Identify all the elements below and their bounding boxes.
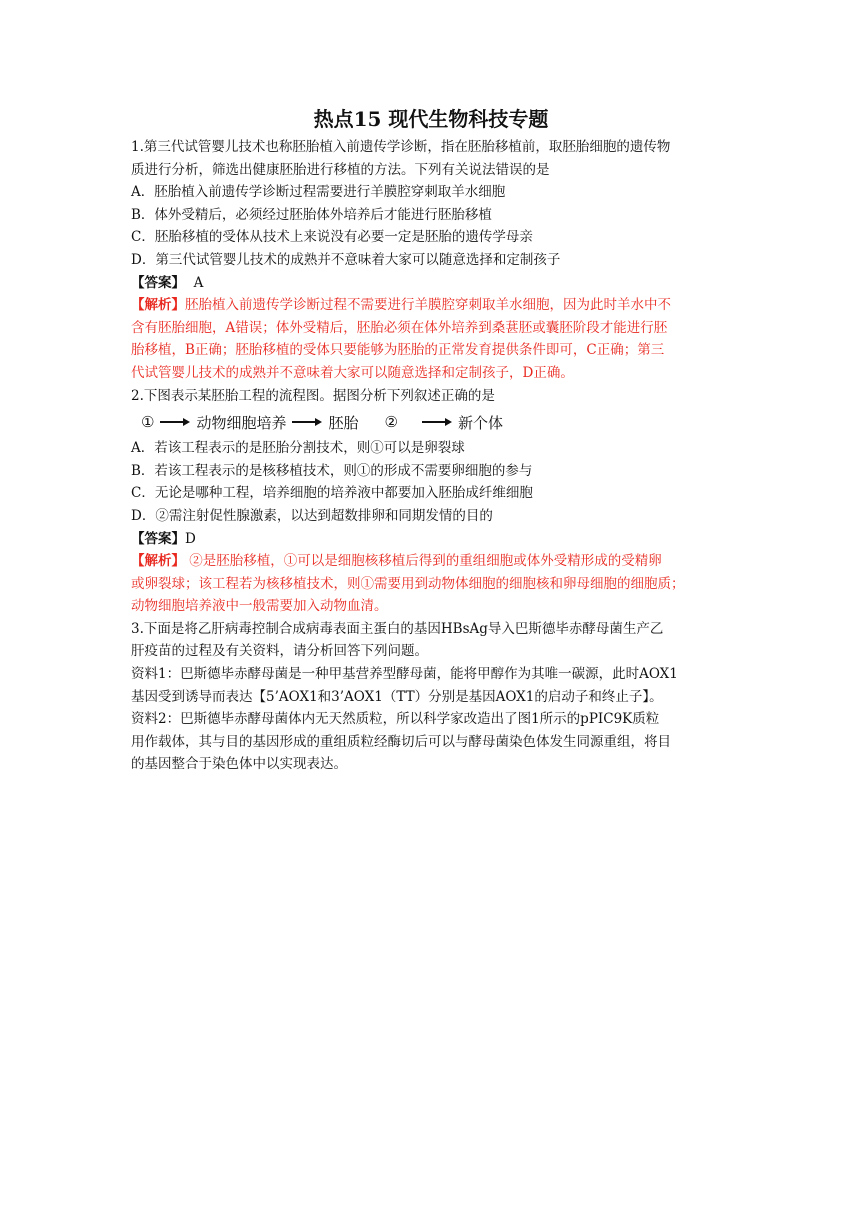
- question-2: [131, 385, 731, 618]
- q2-option-d: D．②需注射促性腺激素，以达到超数排卵和同期发情的目的: [131, 507, 493, 524]
- q3-material-1-line-2: 基因受到诱导而表达【5’AOX1和3’AOX1（TT）分别是基因AOX1的启动子和终止子】。: [131, 688, 663, 705]
- analysis-label: 【解析】: [131, 297, 185, 314]
- document-page: [131, 104, 731, 776]
- analysis-label: 【解析】: [131, 553, 185, 570]
- q1-stem-line-1: 1.第三代试管婴儿技术也称胚胎植入前遗传学诊断，指在胚胎移植前，取胚胎细胞的遗传物: [131, 139, 671, 155]
- answer-value: A: [185, 274, 204, 291]
- q1-option-a: A．胚胎植入前遗传学诊断过程需要进行羊膜腔穿刺取羊水细胞: [131, 184, 506, 201]
- arrow-icon: [292, 418, 322, 426]
- q3-material-2-line-1: 资料2：巴斯德毕赤酵母菌体内无天然质粒，所以科学家改造出了图1所示的pPIC9K质粒: [131, 711, 660, 728]
- q1-stem-line-2: 质进行分析，筛选出健康胚胎进行移植的方法。下列有关说法错误的是: [131, 161, 550, 178]
- arrow-icon: [160, 418, 190, 426]
- q3-stem-line-1: 3.下面是将乙肝病毒控制合成病毒表面主蛋白的基因HBsAg导入巴斯德毕赤酵母菌生产乙: [131, 620, 664, 637]
- q1-option-d: D．第三代试管婴儿技术的成熟并不意味着大家可以随意选择和定制孩子: [131, 251, 561, 268]
- flow-node-1: ①: [141, 413, 155, 432]
- flow-node-5: 新个体: [457, 413, 503, 432]
- q3-material-2-line-3: 的基因整合于染色体中以实现表达。: [131, 756, 347, 773]
- q2-analysis-line-2: 或卵裂球；该工程若为核移植技术，则①需要用到动物体细胞的细胞核和卵母细胞的细胞质；: [131, 575, 685, 592]
- q1-option-b: B．体外受精后，必须经过胚胎体外培养后才能进行胚胎移植: [131, 206, 492, 223]
- q2-answer: [131, 528, 731, 551]
- q1-analysis-line-3: 胎移植，B正确；胚胎移植的受体只要能够为胚胎的正常发育提供条件即可，C正确；第三: [131, 342, 665, 359]
- q2-option-a: A．若该工程表示的是胚胎分割技术，则①可以是卵裂球: [131, 440, 465, 457]
- question-1: [131, 136, 731, 385]
- q2-option-b: B．若该工程表示的是核移植技术，则①的形成不需要卵细胞的参与: [131, 462, 533, 479]
- q3-stem-line-2: 肝疫苗的过程及有关资料，请分析回答下列问题。: [131, 643, 428, 660]
- q1-analysis-line-1: [131, 294, 731, 317]
- analysis-text: 胚胎植入前遗传学诊断过程不需要进行羊膜腔穿刺取羊水细胞，因为此时羊水中不: [185, 297, 671, 314]
- arrow-icon: [422, 418, 452, 426]
- q2-option-c: C．无论是哪种工程，培养细胞的培养液中都要加入胚胎成纤维细胞: [131, 485, 533, 502]
- q2-analysis-line-3: 动物细胞培养液中一般需要加入动物血清。: [131, 598, 388, 615]
- flow-diagram: [137, 407, 731, 437]
- question-3: [131, 618, 731, 776]
- q2-stem: 2.下图表示某胚胎工程的流程图。据图分析下列叙述正确的是: [131, 387, 495, 404]
- analysis-text: ②是胚胎移植，①可以是细胞核移植后得到的重组细胞或体外受精形成的受精卵: [185, 553, 662, 570]
- q1-analysis-line-2: 含有胚胎细胞，A错误；体外受精后，胚胎必须在体外培养到桑葚胚或囊胚阶段才能进行胚: [131, 319, 668, 336]
- q3-material-2-line-2: 用作载体，其与目的基因形成的重组质粒经酶切后可以与酵母菌染色体发生同源重组，将目: [131, 733, 671, 750]
- q2-analysis-line-1: [131, 550, 731, 573]
- q1-analysis-line-4: 代试管婴儿技术的成熟并不意味着大家可以随意选择和定制孩子，D正确。: [131, 364, 574, 381]
- answer-value: D: [185, 530, 196, 547]
- flow-node-3: 胚胎: [328, 413, 359, 432]
- answer-label: 【答案】: [131, 530, 185, 547]
- q1-answer: [131, 272, 731, 295]
- flow-node-4: ②: [384, 413, 398, 432]
- flow-node-2: 动物细胞培养: [196, 413, 287, 432]
- q1-option-c: C．胚胎移植的受体从技术上来说没有必要一定是胚胎的遗传学母亲: [131, 229, 533, 246]
- q3-material-1-line-1: 资料1：巴斯德毕赤酵母菌是一种甲基营养型酵母菌，能将甲醇作为其唯一碳源，此时AOX1: [131, 666, 678, 683]
- page-title: 热点15 现代生物科技专题: [313, 107, 549, 131]
- answer-label: 【答案】: [131, 274, 185, 291]
